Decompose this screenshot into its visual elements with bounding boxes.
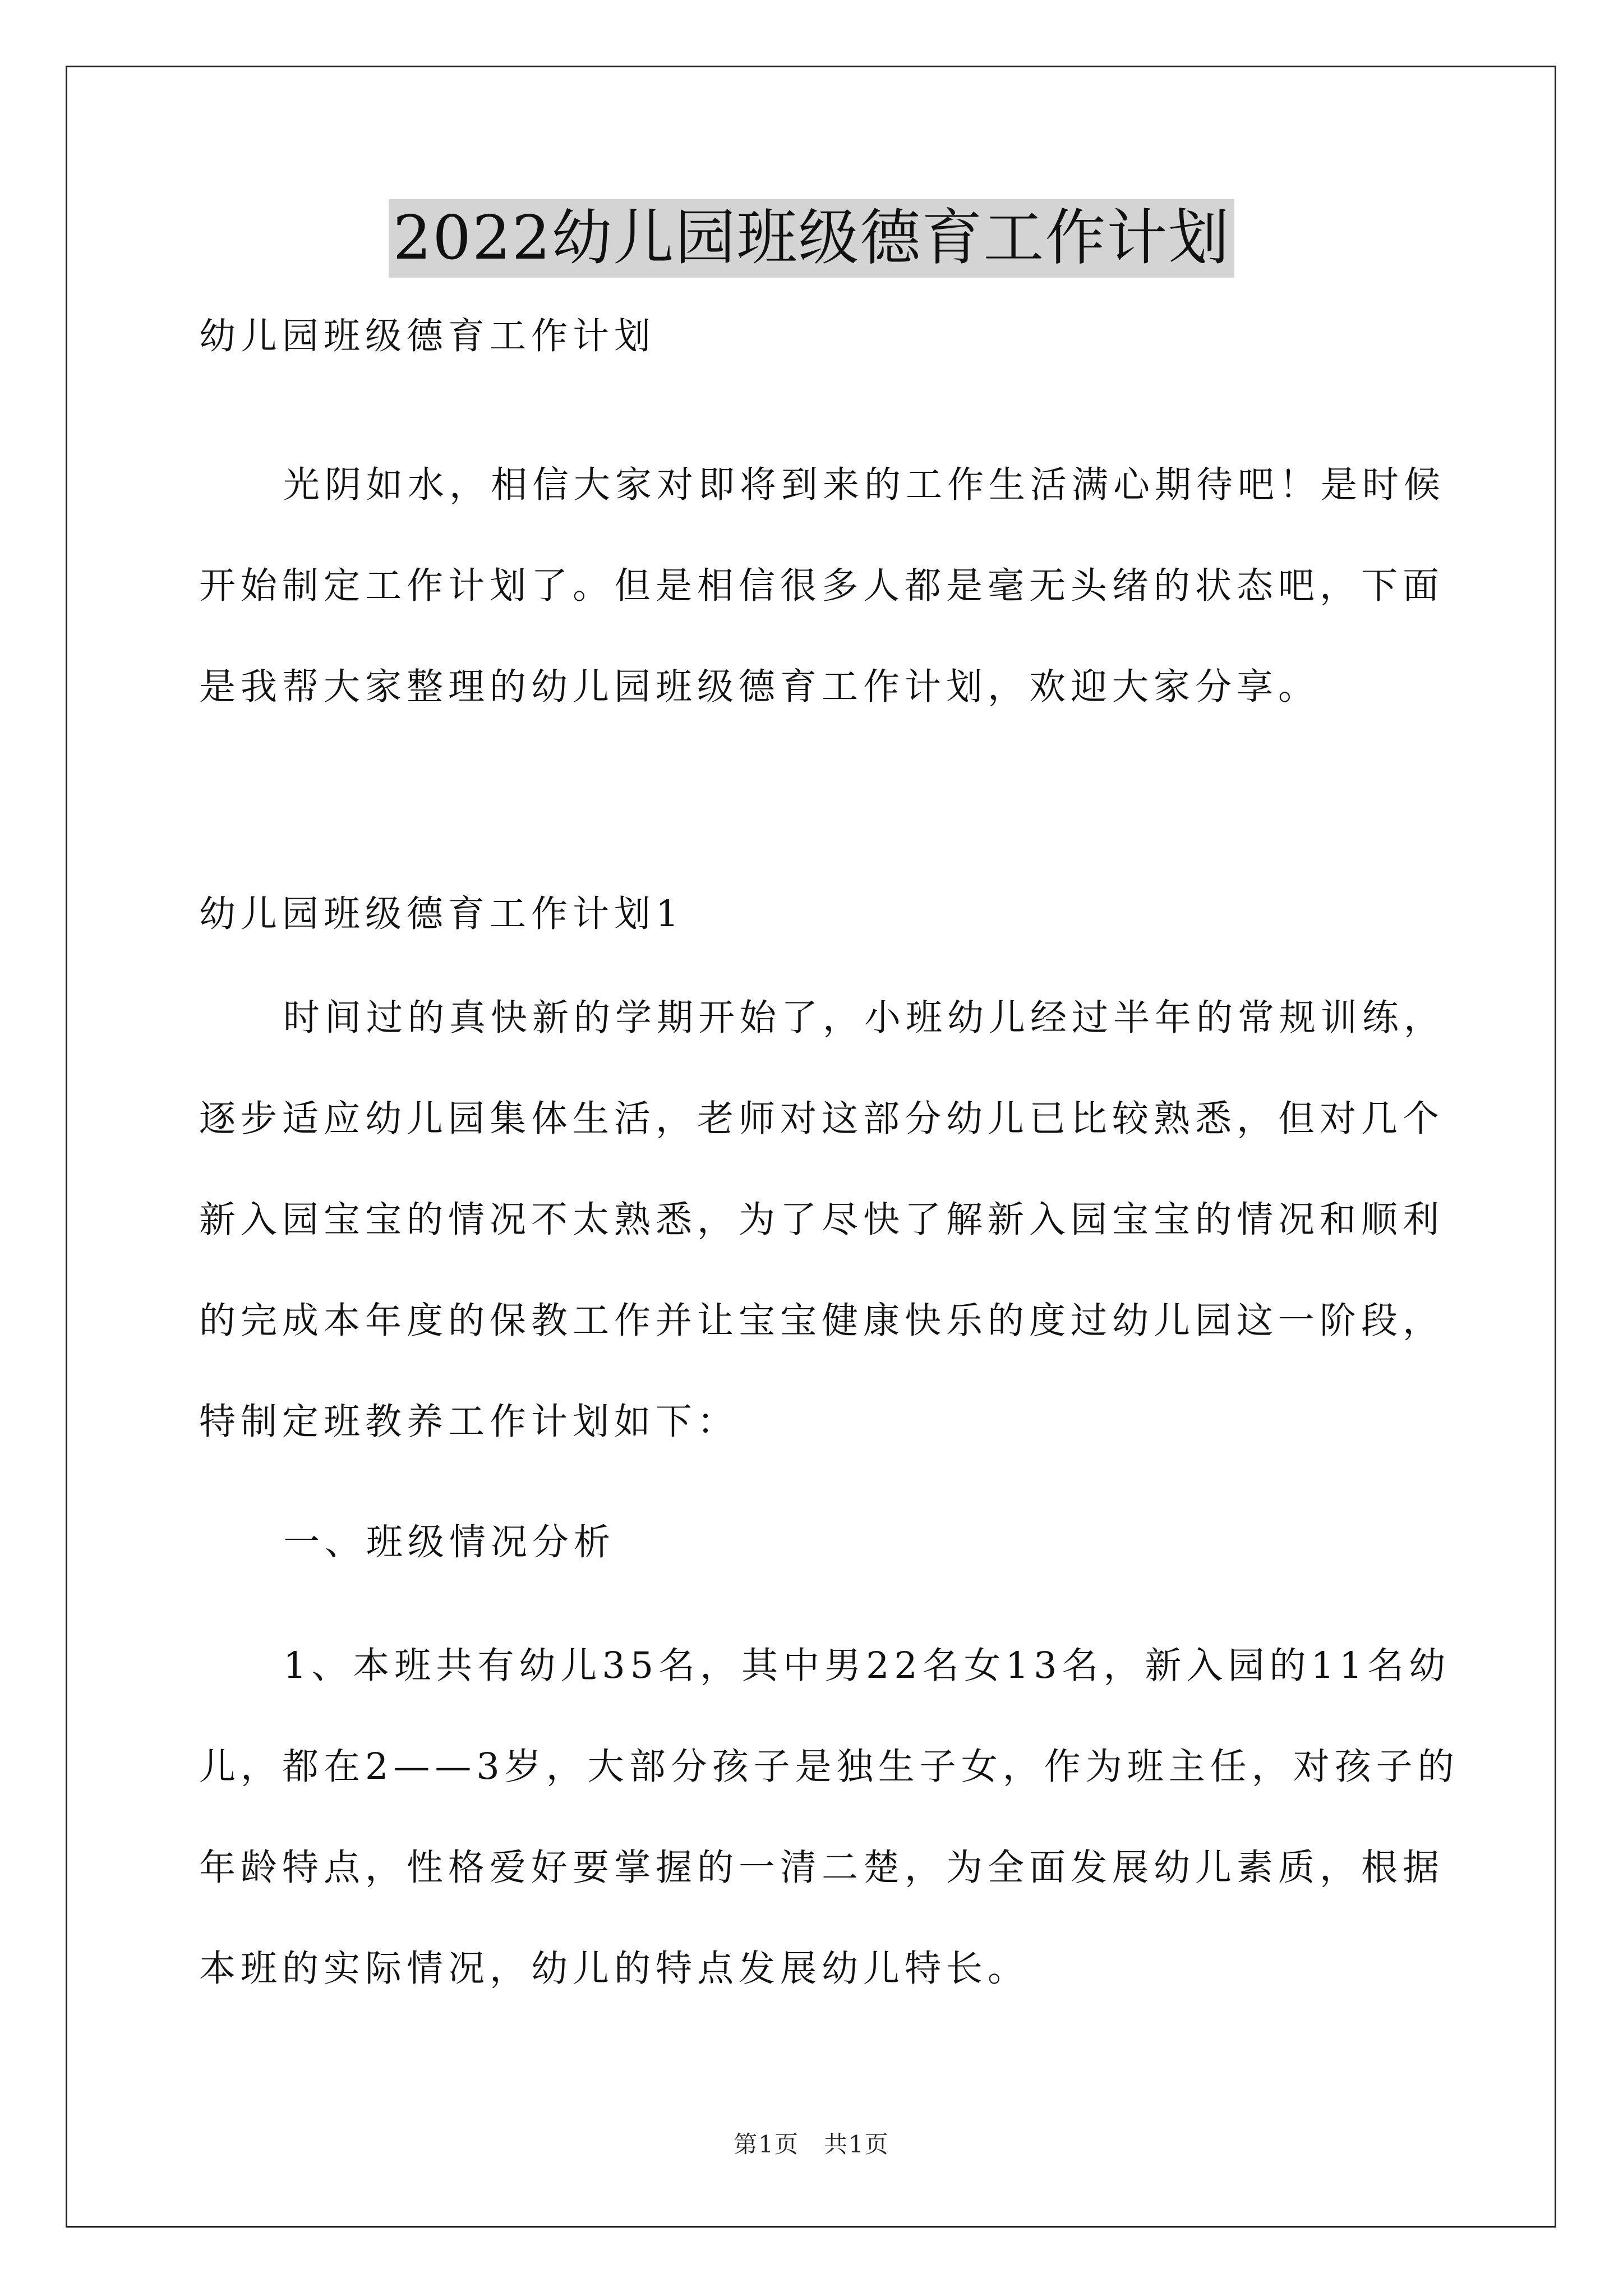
body-line-3: 新入园宝宝的情况不太熟悉，为了尽快了解新入园宝宝的情况和顺利 — [199, 1199, 1445, 1241]
item-line-2: 儿，都在2——3岁，大部分孩子是独生子女，作为班主任，对孩子的 — [199, 1746, 1459, 1788]
subheading: 一、班级情况分析 — [283, 1521, 616, 1563]
title-container — [0, 199, 1623, 278]
item-line-1: 1、本班共有幼儿35名，其中男22名女13名，新入园的11名幼 — [283, 1645, 1451, 1687]
body-line-1: 时间过的真快新的学期开始了，小班幼儿经过半年的常规训练， — [283, 997, 1446, 1039]
intro-line-2: 开始制定工作计划了。但是相信很多人都是毫无头绪的状态吧，下面 — [199, 565, 1445, 607]
document-title: 2022幼儿园班级德育工作计划 — [389, 199, 1235, 278]
body-line-5: 特制定班教养工作计划如下： — [199, 1401, 739, 1443]
body-line-4: 的完成本年度的保教工作并让宝宝健康快乐的度过幼儿园这一阶段， — [199, 1300, 1445, 1342]
document-subtitle: 幼儿园班级德育工作计划 — [199, 315, 656, 357]
body-line-2: 逐步适应幼儿园集体生活，老师对这部分幼儿已比较熟悉，但对几个 — [199, 1098, 1445, 1140]
section-heading: 幼儿园班级德育工作计划1 — [199, 893, 684, 935]
item-line-3: 年龄特点，性格爱好要掌握的一清二楚，为全面发展幼儿素质，根据 — [199, 1847, 1445, 1889]
page-footer: 第1页 共1页 — [734, 2131, 889, 2158]
page-border — [66, 66, 1556, 2228]
intro-line-3: 是我帮大家整理的幼儿园班级德育工作计划，欢迎大家分享。 — [199, 666, 1320, 708]
intro-line-1: 光阴如水，相信大家对即将到来的工作生活满心期待吧！是时候 — [283, 464, 1446, 506]
item-line-4: 本班的实际情况，幼儿的特点发展幼儿特长。 — [199, 1948, 1030, 1990]
